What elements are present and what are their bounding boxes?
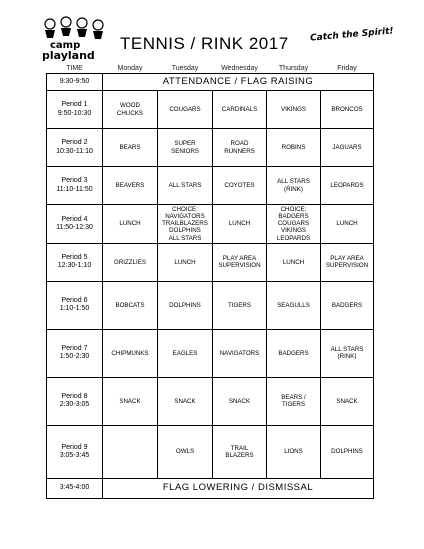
activity-cell: TIGERS	[213, 281, 267, 329]
activity-cell: BEARS	[103, 129, 158, 167]
schedule-body	[47, 74, 374, 499]
activity-cell: BEAVERS	[103, 167, 158, 205]
logo-text-line-1: camp	[50, 40, 81, 51]
activity-cell: LUNCH	[103, 205, 158, 244]
activity-cell: SUPER SENIORS	[158, 129, 213, 167]
activity-cell: VIKINGS	[267, 91, 321, 129]
table-row	[47, 281, 374, 329]
activity-cell: EAGLES	[158, 329, 213, 377]
table-row	[47, 377, 374, 425]
table-row	[47, 329, 374, 377]
schedule-table	[46, 64, 374, 499]
activity-cell: LIONS	[267, 425, 321, 478]
table-row	[47, 478, 374, 498]
activity-cell: WOOD CHUCKS	[103, 91, 158, 129]
activity-cell: SNACK	[158, 377, 213, 425]
activity-cell: LEOPARDS	[321, 167, 374, 205]
activity-cell: ALL STARS (RINK)	[321, 329, 374, 377]
time-cell: Period 7 1:50-2:30	[47, 329, 103, 377]
activity-cell: CHOICE: NAVIGATORS TRAILBLAZERS DOLPHINS ALL STARS	[158, 205, 213, 244]
activity-cell: TRAIL BLAZERS	[213, 425, 267, 478]
column-header-friday: Friday	[337, 65, 357, 72]
activity-cell: COYOTES	[213, 167, 267, 205]
activity-cell: BEARS / TIGERS	[267, 377, 321, 425]
activity-cell: GRIZZLIES	[103, 243, 158, 281]
column-header-time: TIME	[66, 65, 83, 72]
table-row	[47, 205, 374, 244]
activity-cell	[103, 425, 158, 478]
table-row	[47, 129, 374, 167]
time-cell: Period 2 10:30-11:10	[47, 129, 103, 167]
time-cell: Period 9 3:05-3:45	[47, 425, 103, 478]
table-row	[47, 74, 374, 91]
table-row	[47, 243, 374, 281]
activity-cell: NAVIGATORS	[213, 329, 267, 377]
activity-cell: ROAD RUNNERS	[213, 129, 267, 167]
time-cell: Period 3 11:10-11:50	[47, 167, 103, 205]
activity-cell: LUNCH	[213, 205, 267, 244]
activity-cell: JAGUARS	[321, 129, 374, 167]
activity-cell: LUNCH	[158, 243, 213, 281]
time-cell: Period 8 2:30-3:05	[47, 377, 103, 425]
activity-cell: SNACK	[103, 377, 158, 425]
time-cell: Period 1 9:50-10:30	[47, 91, 103, 129]
activity-cell: BOBCATS	[103, 281, 158, 329]
activity-cell: CHIPMUNKS	[103, 329, 158, 377]
column-header-wednesday: Wednesday	[221, 65, 258, 72]
time-cell: 3:45-4:00	[47, 478, 103, 498]
page-title: TENNIS / RINK 2017	[120, 34, 289, 53]
activity-cell: DOLPHINS	[158, 281, 213, 329]
full-width-activity-cell: ATTENDANCE / FLAG RAISING	[103, 74, 374, 91]
activity-cell: PLAY AREA SUPERVISION	[213, 243, 267, 281]
camp-playland-logo	[36, 16, 116, 62]
activity-cell: BADGERS	[267, 329, 321, 377]
activity-cell: PLAY AREA SUPERVISION	[321, 243, 374, 281]
time-cell: Period 6 1:10-1:50	[47, 281, 103, 329]
activity-cell: OWLS	[158, 425, 213, 478]
time-cell: Period 5 12:30-1:10	[47, 243, 103, 281]
full-width-activity-cell: FLAG LOWERING / DISMISSAL	[103, 478, 374, 498]
activity-cell: DOLPHINS	[321, 425, 374, 478]
activity-cell: CHOICE: BADGERS COUGARS VIKINGS LEOPARDS	[267, 205, 321, 244]
time-cell: 9:30-9:50	[47, 74, 103, 91]
column-header-monday: Monday	[117, 65, 143, 72]
activity-cell: SNACK	[321, 377, 374, 425]
table-row	[47, 167, 374, 205]
activity-cell: CARDINALS	[213, 91, 267, 129]
table-row	[47, 425, 374, 478]
activity-cell: ALL STARS	[158, 167, 213, 205]
activity-cell: ROBINS	[267, 129, 321, 167]
table-row	[47, 91, 374, 129]
logo-text-line-2: playland	[42, 49, 95, 62]
header-row	[47, 64, 374, 74]
activity-cell: ALL STARS (RINK)	[267, 167, 321, 205]
activity-cell: BADGERS	[321, 281, 374, 329]
column-header-tuesday: Tuesday	[171, 65, 199, 72]
tagline: Catch the Spirit!	[309, 26, 395, 44]
activity-cell: SEAGULLS	[267, 281, 321, 329]
activity-cell: SNACK	[213, 377, 267, 425]
activity-cell: COUGARS	[158, 91, 213, 129]
activity-cell: LUNCH	[267, 243, 321, 281]
activity-cell: BRONCOS	[321, 91, 374, 129]
column-header-thursday: Thursday	[278, 65, 309, 72]
time-cell: Period 4 11:50-12:30	[47, 205, 103, 244]
activity-cell: LUNCH	[321, 205, 374, 244]
